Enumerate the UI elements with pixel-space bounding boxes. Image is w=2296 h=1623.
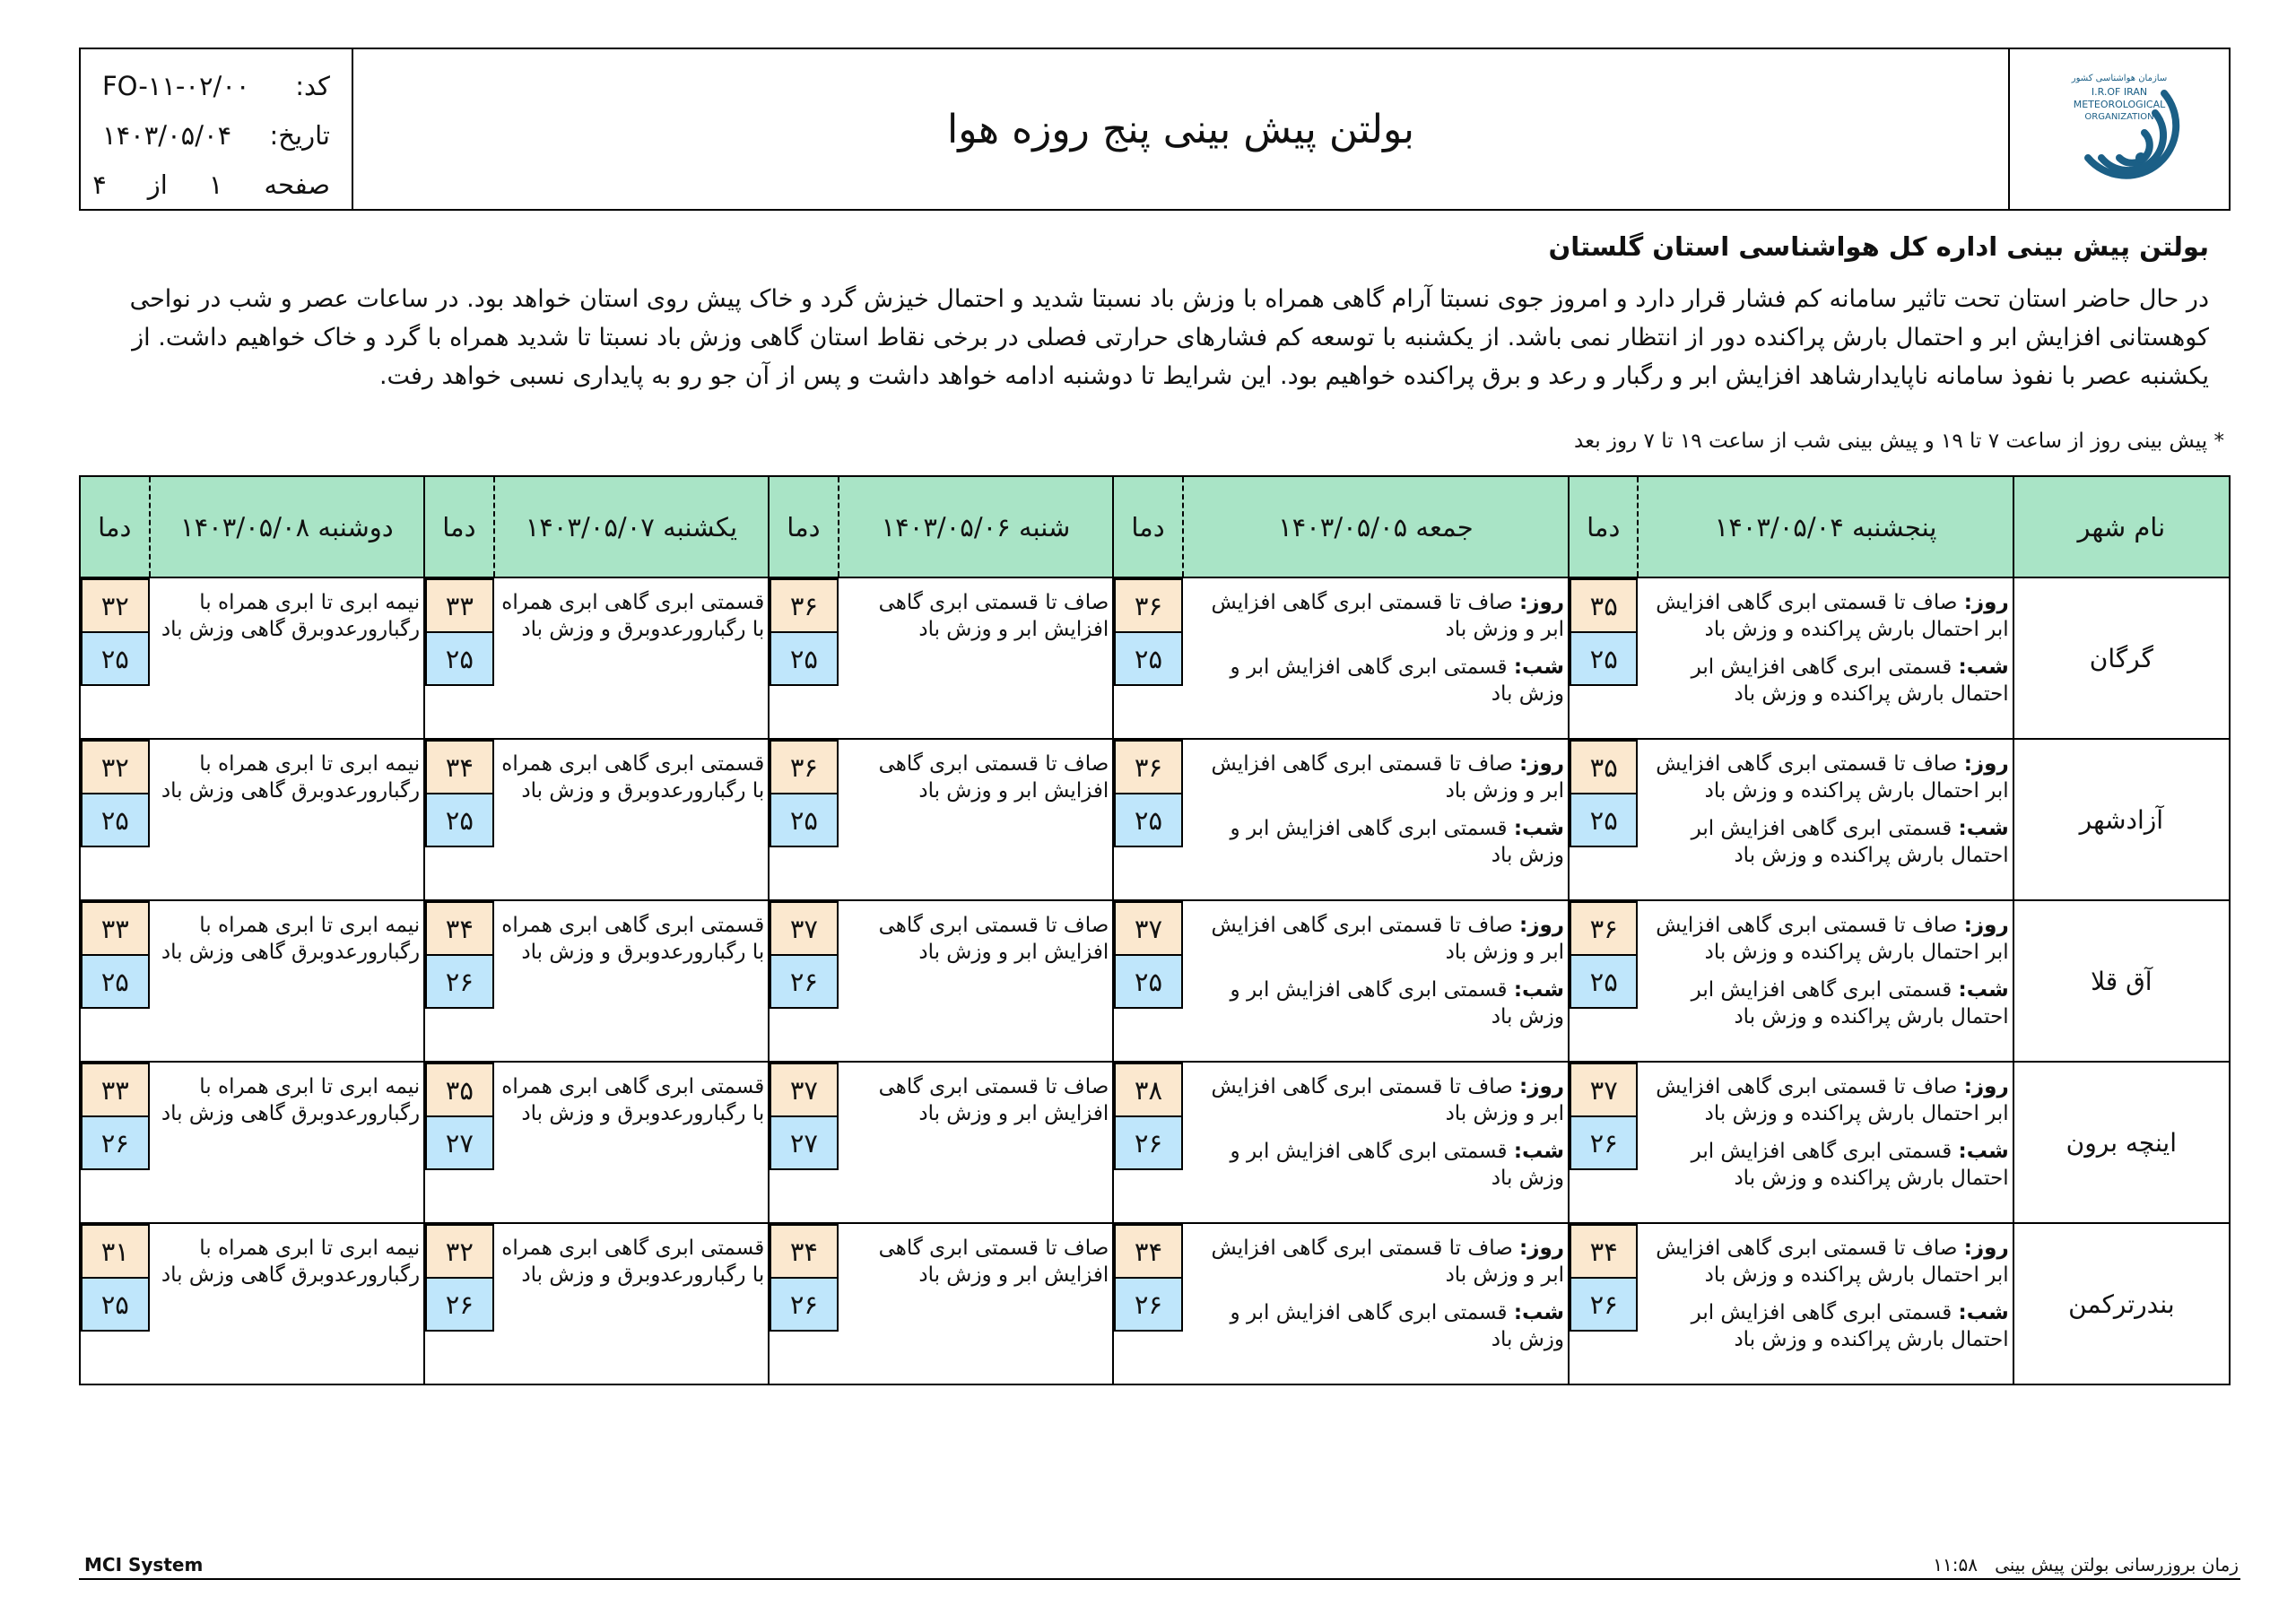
day-night-forecast bbox=[1183, 900, 1569, 1062]
night-forecast bbox=[1188, 976, 1564, 1030]
night-text: قسمتی ابری گاهی افزایش ابر و وزش باد bbox=[1230, 817, 1565, 867]
night-forecast bbox=[1643, 976, 2008, 1030]
city-name: آق قلا bbox=[2013, 900, 2230, 1062]
forecast-description: نیمه ابری تا ابری همراه با رگبارورعدوبرق گاهی وزش باد bbox=[161, 591, 421, 641]
page-number-row bbox=[92, 161, 330, 210]
min-temp: ۲۶ bbox=[425, 1277, 493, 1332]
forecast-text bbox=[494, 1062, 770, 1223]
forecast-table bbox=[79, 475, 2231, 1385]
day-label: روز: bbox=[1519, 1237, 1565, 1260]
max-temp: ۳۶ bbox=[1114, 578, 1182, 633]
date-row bbox=[102, 111, 330, 161]
temp-cell bbox=[1113, 577, 1182, 739]
day-label: روز: bbox=[1963, 1237, 2009, 1260]
temp-header-2: دما bbox=[1113, 476, 1182, 577]
min-temp: ۲۷ bbox=[770, 1115, 838, 1170]
office-title: بولتن پیش بینی اداره کل هواشناسی استان گلستان bbox=[1548, 231, 2209, 262]
city-name: بندرترکمن bbox=[2013, 1223, 2230, 1384]
min-temp: ۲۶ bbox=[1114, 1115, 1182, 1170]
forecast-description: نیمه ابری تا ابری همراه با رگبارورعدوبرق گاهی وزش باد bbox=[161, 1075, 421, 1125]
max-temp: ۳۲ bbox=[425, 1224, 493, 1279]
forecast-text bbox=[839, 1062, 1114, 1223]
forecast-text bbox=[839, 900, 1114, 1062]
max-temp: ۳۵ bbox=[425, 1063, 493, 1117]
max-temp: ۳۶ bbox=[770, 578, 838, 633]
min-temp: ۲۵ bbox=[1570, 793, 1638, 847]
forecast-description: قسمتی ابری گاهی ابری همراه با رگبارورعدوبرق و وزش باد bbox=[501, 1075, 765, 1125]
day-header-4: یکشنبه ۱۴۰۳/۰۵/۰۷ bbox=[494, 476, 770, 577]
temp-cell bbox=[80, 1062, 150, 1223]
forecast-description: نیمه ابری تا ابری همراه با رگبارورعدوبرق گاهی وزش باد bbox=[161, 914, 421, 964]
table-row bbox=[80, 577, 2230, 739]
forecast-footnote: * پیش بینی روز از ساعت ۷ تا ۱۹ و پیش بینی شب از ساعت ۱۹ تا ۷ روز بعد bbox=[1574, 430, 2224, 453]
forecast-text bbox=[150, 739, 425, 900]
forecast-description: صاف تا قسمتی ابری گاهی افزایش ابر و وزش باد bbox=[878, 591, 1109, 641]
night-forecast bbox=[1643, 654, 2008, 707]
day-label: روز: bbox=[1963, 752, 2009, 776]
night-label: شب: bbox=[1513, 1140, 1565, 1163]
bulletin-header bbox=[79, 48, 2231, 211]
forecast-description: قسمتی ابری گاهی ابری همراه با رگبارورعدوبرق و وزش باد bbox=[501, 1237, 765, 1287]
max-temp: ۳۲ bbox=[81, 740, 150, 794]
day-text: صاف تا قسمتی ابری گاهی افزایش ابر و وزش باد bbox=[1211, 752, 1565, 803]
bulletin-title: بولتن پیش بینی پنج روزه هوا bbox=[946, 106, 1415, 152]
day-night-forecast bbox=[1638, 900, 2013, 1062]
day-label: روز: bbox=[1519, 914, 1565, 937]
day-forecast bbox=[1643, 589, 2008, 643]
day-forecast bbox=[1188, 912, 1564, 966]
temp-cell bbox=[80, 1223, 150, 1384]
day-text: صاف تا قسمتی ابری گاهی افزایش ابر احتمال بارش پراکنده و وزش باد bbox=[1656, 914, 2009, 964]
day-night-forecast bbox=[1638, 1223, 2013, 1384]
logo-cell bbox=[2008, 49, 2229, 209]
night-text: قسمتی ابری گاهی افزایش ابر و وزش باد bbox=[1230, 1301, 1565, 1351]
city-name: آزادشهر bbox=[2013, 739, 2230, 900]
forecast-text bbox=[839, 739, 1114, 900]
min-temp: ۲۶ bbox=[1570, 1277, 1638, 1332]
min-temp: ۲۵ bbox=[1114, 954, 1182, 1009]
day-forecast bbox=[1643, 1235, 2008, 1289]
max-temp: ۳۴ bbox=[425, 740, 493, 794]
day-text: صاف تا قسمتی ابری گاهی افزایش ابر احتمال بارش پراکنده و وزش باد bbox=[1656, 1237, 2009, 1287]
page-of: از bbox=[147, 169, 168, 200]
max-temp: ۳۴ bbox=[1114, 1224, 1182, 1279]
day-text: صاف تا قسمتی ابری گاهی افزایش ابر و وزش باد bbox=[1211, 1237, 1565, 1287]
day-text: صاف تا قسمتی ابری گاهی افزایش ابر احتمال بارش پراکنده و وزش باد bbox=[1656, 1075, 2009, 1125]
temp-cell bbox=[769, 1223, 838, 1384]
temp-cell bbox=[1569, 1062, 1638, 1223]
day-night-forecast bbox=[1638, 577, 2013, 739]
temp-cell bbox=[1569, 900, 1638, 1062]
temp-cell bbox=[424, 1223, 493, 1384]
forecast-description: نیمه ابری تا ابری همراه با رگبارورعدوبرق گاهی وزش باد bbox=[161, 1237, 421, 1287]
max-temp: ۳۴ bbox=[770, 1224, 838, 1279]
max-temp: ۳۱ bbox=[81, 1224, 150, 1279]
day-night-forecast bbox=[1638, 1062, 2013, 1223]
min-temp: ۲۶ bbox=[81, 1115, 150, 1170]
temp-cell bbox=[769, 1062, 838, 1223]
night-label: شب: bbox=[1513, 1301, 1565, 1324]
date-label: تاریخ: bbox=[269, 120, 330, 151]
day-label: روز: bbox=[1963, 914, 2009, 937]
min-temp: ۲۵ bbox=[425, 631, 493, 686]
table-header-row bbox=[80, 476, 2230, 577]
page-label: صفحه bbox=[264, 169, 330, 200]
night-label: شب: bbox=[1958, 817, 2009, 840]
day-forecast bbox=[1188, 589, 1564, 643]
day-label: روز: bbox=[1963, 591, 2009, 614]
forecast-table-body bbox=[80, 577, 2230, 1384]
night-text: قسمتی ابری گاهی افزایش ابر و وزش باد bbox=[1230, 655, 1565, 706]
document-meta bbox=[81, 49, 353, 209]
night-text: قسمتی ابری گاهی افزایش ابر احتمال بارش پراکنده و وزش باد bbox=[1691, 817, 2009, 867]
forecast-description: نیمه ابری تا ابری همراه با رگبارورعدوبرق گاهی وزش باد bbox=[161, 752, 421, 803]
temp-cell bbox=[1569, 739, 1638, 900]
forecast-text bbox=[150, 577, 425, 739]
temp-cell bbox=[80, 900, 150, 1062]
forecast-text bbox=[494, 1223, 770, 1384]
forecast-text bbox=[839, 577, 1114, 739]
update-time-note bbox=[1933, 1554, 2239, 1575]
date-value: ۱۴۰۳/۰۵/۰۴ bbox=[102, 120, 232, 151]
temp-cell bbox=[1113, 900, 1182, 1062]
meteorological-organization-logo bbox=[2030, 57, 2209, 201]
table-row bbox=[80, 739, 2230, 900]
day-night-forecast bbox=[1183, 1223, 1569, 1384]
temp-cell bbox=[769, 739, 838, 900]
city-column-header: نام شهر bbox=[2013, 476, 2230, 577]
svg-text:I.R.OF IRAN: I.R.OF IRAN bbox=[2091, 86, 2148, 98]
night-forecast bbox=[1643, 815, 2008, 869]
day-night-forecast bbox=[1183, 739, 1569, 900]
min-temp: ۲۵ bbox=[1570, 631, 1638, 686]
min-temp: ۲۶ bbox=[770, 954, 838, 1009]
max-temp: ۳۶ bbox=[1114, 740, 1182, 794]
temp-cell bbox=[769, 900, 838, 1062]
forecast-description: قسمتی ابری گاهی ابری همراه با رگبارورعدوبرق و وزش باد bbox=[501, 591, 765, 641]
system-name: MCI System bbox=[84, 1554, 204, 1575]
day-text: صاف تا قسمتی ابری گاهی افزایش ابر احتمال بارش پراکنده و وزش باد bbox=[1656, 752, 2009, 803]
day-header-3: شنبه ۱۴۰۳/۰۵/۰۶ bbox=[839, 476, 1114, 577]
night-label: شب: bbox=[1958, 978, 2009, 1002]
max-temp: ۳۲ bbox=[81, 578, 150, 633]
temp-header-4: دما bbox=[424, 476, 493, 577]
day-text: صاف تا قسمتی ابری گاهی افزایش ابر و وزش باد bbox=[1211, 591, 1565, 641]
forecast-text bbox=[150, 900, 425, 1062]
table-row bbox=[80, 1223, 2230, 1384]
night-label: شب: bbox=[1958, 1140, 2009, 1163]
forecast-text bbox=[150, 1062, 425, 1223]
day-text: صاف تا قسمتی ابری گاهی افزایش ابر و وزش باد bbox=[1211, 914, 1565, 964]
day-night-forecast bbox=[1183, 577, 1569, 739]
forecast-description: صاف تا قسمتی ابری گاهی افزایش ابر و وزش باد bbox=[878, 752, 1109, 803]
update-label: زمان بروزرسانی بولتن پیش بینی bbox=[1995, 1554, 2239, 1575]
min-temp: ۲۵ bbox=[81, 793, 150, 847]
night-text: قسمتی ابری گاهی افزایش ابر احتمال بارش پراکنده و وزش باد bbox=[1691, 655, 2009, 706]
max-temp: ۳۴ bbox=[425, 901, 493, 956]
page-total: ۴ bbox=[92, 169, 107, 200]
temp-cell bbox=[1113, 1062, 1182, 1223]
forecast-text bbox=[839, 1223, 1114, 1384]
forecast-text bbox=[494, 900, 770, 1062]
min-temp: ۲۵ bbox=[1114, 793, 1182, 847]
min-temp: ۲۵ bbox=[81, 954, 150, 1009]
forecast-text bbox=[494, 739, 770, 900]
day-header-5: دوشنبه ۱۴۰۳/۰۵/۰۸ bbox=[150, 476, 425, 577]
temp-cell bbox=[424, 900, 493, 1062]
max-temp: ۳۶ bbox=[1570, 901, 1638, 956]
day-label: روز: bbox=[1519, 1075, 1565, 1098]
day-forecast bbox=[1643, 1073, 2008, 1127]
min-temp: ۲۵ bbox=[81, 631, 150, 686]
forecast-description: صاف تا قسمتی ابری گاهی افزایش ابر و وزش باد bbox=[878, 1237, 1109, 1287]
forecast-text bbox=[150, 1223, 425, 1384]
min-temp: ۲۷ bbox=[425, 1115, 493, 1170]
svg-text:ORGANIZATION: ORGANIZATION bbox=[2084, 112, 2154, 122]
temp-cell bbox=[769, 577, 838, 739]
forecast-text bbox=[494, 577, 770, 739]
bulletin-title-cell bbox=[353, 49, 2008, 209]
footer-divider bbox=[79, 1578, 2240, 1580]
city-name: اینچه برون bbox=[2013, 1062, 2230, 1223]
min-temp: ۲۵ bbox=[770, 631, 838, 686]
temp-header-1: دما bbox=[1569, 476, 1638, 577]
max-temp: ۳۴ bbox=[1570, 1224, 1638, 1279]
night-label: شب: bbox=[1958, 655, 2009, 679]
temp-header-5: دما bbox=[80, 476, 150, 577]
code-label: کد: bbox=[295, 71, 330, 101]
temp-header-3: دما bbox=[769, 476, 838, 577]
night-label: شب: bbox=[1958, 1301, 2009, 1324]
day-label: روز: bbox=[1519, 591, 1565, 614]
max-temp: ۳۳ bbox=[425, 578, 493, 633]
day-header-2: جمعه ۱۴۰۳/۰۵/۰۵ bbox=[1183, 476, 1569, 577]
temp-cell bbox=[424, 1062, 493, 1223]
max-temp: ۳۸ bbox=[1114, 1063, 1182, 1117]
day-night-forecast bbox=[1638, 739, 2013, 900]
day-text: صاف تا قسمتی ابری گاهی افزایش ابر و وزش باد bbox=[1211, 1075, 1565, 1125]
code-row bbox=[102, 62, 330, 111]
night-text: قسمتی ابری گاهی افزایش ابر احتمال بارش پراکنده و وزش باد bbox=[1691, 1301, 2009, 1351]
max-temp: ۳۷ bbox=[1114, 901, 1182, 956]
night-label: شب: bbox=[1513, 978, 1565, 1002]
night-text: قسمتی ابری گاهی افزایش ابر احتمال بارش پراکنده و وزش باد bbox=[1691, 1140, 2009, 1190]
city-name: گرگان bbox=[2013, 577, 2230, 739]
temp-cell bbox=[424, 577, 493, 739]
day-forecast bbox=[1188, 751, 1564, 804]
max-temp: ۳۷ bbox=[770, 901, 838, 956]
update-time: ۱۱:۵۸ bbox=[1933, 1554, 1979, 1575]
day-label: روز: bbox=[1963, 1075, 2009, 1098]
day-forecast bbox=[1643, 751, 2008, 804]
night-forecast bbox=[1643, 1138, 2008, 1192]
temp-cell bbox=[1569, 577, 1638, 739]
forecast-summary: در حال حاضر استان تحت تاثیر سامانه کم فشار قرار دارد و امروز جوی نسبتا آرام گاهی همراه با وزش باد نسبتا شدید و احتمال خیزش گرد و خاک پیش روی استان خواهد بود. در ساعات عصر و شب در نواحی کوهستانی افزایش ابر و احتمال بارش پراکنده دور از انتظار نمی باشد. از یکشنبه با توسعه کم فشارهای حرارتی فصلی در برخی نقاط استان گاهی وزش باد نسبتا تا شدید همراه با گرد و خاک خواهیم داشت. از یکشنبه عصر با نفوذ سامانه ناپایدارشاهد افزایش ابر و رگبار و رعد و برق پراکنده خواهیم بود. این شرایط تا دوشنبه ادامه خواهد داشت و پس از آن جو رو به پایداری نسبی خواهد رفت. bbox=[129, 285, 2209, 390]
svg-text:سازمان هواشناسی کشور: سازمان هواشناسی کشور bbox=[2071, 74, 2168, 83]
min-temp: ۲۵ bbox=[425, 793, 493, 847]
min-temp: ۲۵ bbox=[770, 793, 838, 847]
temp-cell bbox=[424, 739, 493, 900]
table-row bbox=[80, 900, 2230, 1062]
temp-cell bbox=[1113, 1223, 1182, 1384]
forecast-description: صاف تا قسمتی ابری گاهی افزایش ابر و وزش باد bbox=[878, 1075, 1109, 1125]
night-label: شب: bbox=[1513, 817, 1565, 840]
table-row bbox=[80, 1062, 2230, 1223]
min-temp: ۲۵ bbox=[1114, 631, 1182, 686]
night-forecast bbox=[1188, 654, 1564, 707]
night-forecast bbox=[1188, 1138, 1564, 1192]
forecast-description: قسمتی ابری گاهی ابری همراه با رگبارورعدوبرق و وزش باد bbox=[501, 914, 765, 964]
night-text: قسمتی ابری گاهی افزایش ابر و وزش باد bbox=[1230, 1140, 1565, 1190]
day-night-forecast bbox=[1183, 1062, 1569, 1223]
max-temp: ۳۳ bbox=[81, 1063, 150, 1117]
min-temp: ۲۵ bbox=[1570, 954, 1638, 1009]
day-label: روز: bbox=[1519, 752, 1565, 776]
page-current: ۱ bbox=[208, 169, 223, 200]
forecast-description: قسمتی ابری گاهی ابری همراه با رگبارورعدوبرق و وزش باد bbox=[501, 752, 765, 803]
temp-cell bbox=[1113, 739, 1182, 900]
night-forecast bbox=[1188, 815, 1564, 869]
min-temp: ۲۶ bbox=[770, 1277, 838, 1332]
max-temp: ۳۳ bbox=[81, 901, 150, 956]
night-text: قسمتی ابری گاهی افزایش ابر احتمال بارش پراکنده و وزش باد bbox=[1691, 978, 2009, 1028]
min-temp: ۲۶ bbox=[1114, 1277, 1182, 1332]
day-forecast bbox=[1188, 1073, 1564, 1127]
max-temp: ۳۷ bbox=[1570, 1063, 1638, 1117]
night-label: شب: bbox=[1513, 655, 1565, 679]
day-forecast bbox=[1188, 1235, 1564, 1289]
max-temp: ۳۵ bbox=[1570, 578, 1638, 633]
day-forecast bbox=[1643, 912, 2008, 966]
code-value: FO-۱۱-۰۲/۰۰ bbox=[102, 71, 250, 101]
temp-cell bbox=[80, 739, 150, 900]
max-temp: ۳۵ bbox=[1570, 740, 1638, 794]
max-temp: ۳۶ bbox=[770, 740, 838, 794]
min-temp: ۲۶ bbox=[425, 954, 493, 1009]
forecast-description: صاف تا قسمتی ابری گاهی افزایش ابر و وزش باد bbox=[878, 914, 1109, 964]
min-temp: ۲۶ bbox=[1570, 1115, 1638, 1170]
temp-cell bbox=[80, 577, 150, 739]
max-temp: ۳۷ bbox=[770, 1063, 838, 1117]
min-temp: ۲۵ bbox=[81, 1277, 150, 1332]
day-header-1: پنجشنبه ۱۴۰۳/۰۵/۰۴ bbox=[1638, 476, 2013, 577]
night-forecast bbox=[1188, 1299, 1564, 1353]
day-text: صاف تا قسمتی ابری گاهی افزایش ابر احتمال بارش پراکنده و وزش باد bbox=[1656, 591, 2009, 641]
night-forecast bbox=[1643, 1299, 2008, 1353]
svg-text:METEOROLOGICAL: METEOROLOGICAL bbox=[2073, 99, 2166, 110]
temp-cell bbox=[1569, 1223, 1638, 1384]
night-text: قسمتی ابری گاهی افزایش ابر و وزش باد bbox=[1230, 978, 1565, 1028]
